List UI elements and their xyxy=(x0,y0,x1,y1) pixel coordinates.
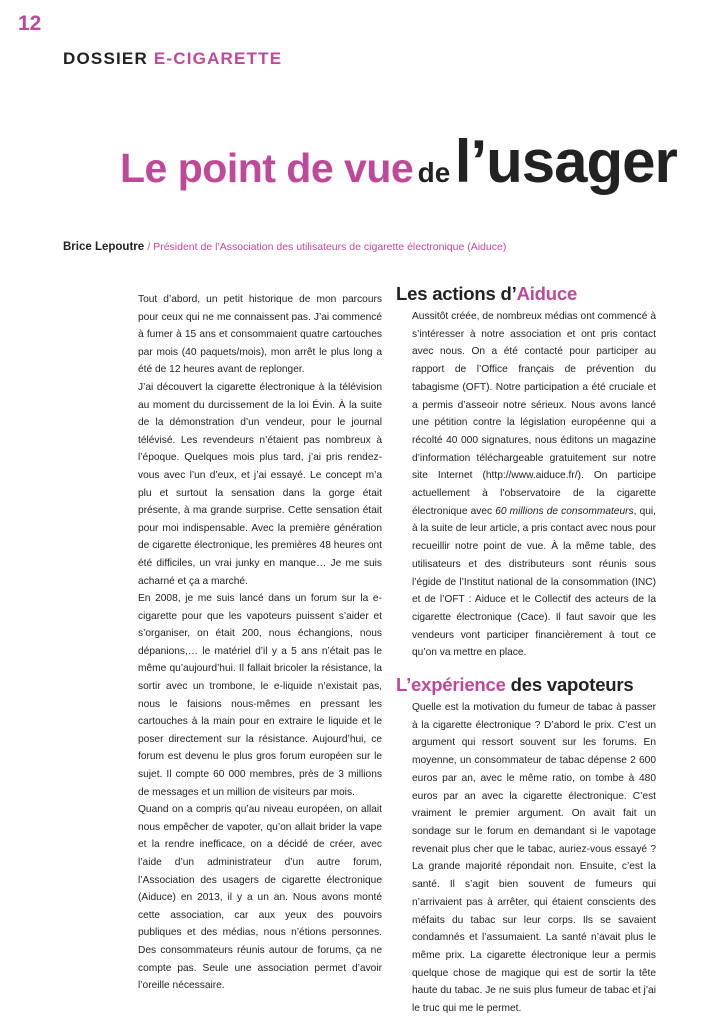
experience-body xyxy=(396,699,656,1018)
subheading-actions xyxy=(396,283,656,305)
section-prefix: DOSSIER xyxy=(63,49,148,68)
byline-author: Brice Lepoutre xyxy=(63,241,145,253)
left-paragraph: En 2008, je me suis lancé dans un forum sur la e-cigarette pour que les vapoteurs puissent s’aider et s’organiser, on était 200, nous échangions, nous dépanions,… le matériel d’il y a 5 ans n’était pas le même qu’aujourd’hui. Il fallait bricoler la résistance, la sortir avec un trombone, le e-liquide n’existait pas, nous le faisions nous-mêmes en pressant les cartouches à la main pour en extraire le liquide et le poser directement sur la résistance. Aujourd’hui, ce forum est devenu le plus gros forum européen sur le sujet. Il compte 60 000 membres, près de 3 millions de messages et un million de visiteurs par mois. xyxy=(138,593,382,798)
headline-part3: l’usager xyxy=(454,128,677,195)
actions-text-1: Aussitôt créée, de nombreux médias ont commencé à s’intéresser à notre association et ont pris contact avec nous. On a été contacté pour participer au rapport de l’Office français de prévention du tabagisme (OFT). Notre participation a été cruciale et a permis d’asseoir notre sérieux. Nous avons lancé une pétition contre la législation européenne qui a récolté 40 000 signatures, nous éditons un magazine d’information téléchargeable gratuitement sur notre site Internet (http://www.aiduce.fr/). On participe actuellement à l’observatoire de la cigarette électronique avec xyxy=(412,311,656,517)
actions-text-2: , qui, à la suite de leur article, a pris contact avec nous pour recueillir notre point de vue. À la même table, des utilisateurs et des distributeurs sont réunis sous l’égide de l’Institut national de la consommation (INC) et de l’OFT : Aiduce et le Collectif des acteurs de la cigarette électronique (Cace). Il faut savoir que les vendeurs vont participer financièrement à tout ce qu’on va mettre en place. xyxy=(412,505,656,659)
left-paragraph: Quand on a compris qu’au niveau européen, on allait nous empêcher de vapoter, qu’on allait brider la vape et la rendre inefficace, on a décidé de créer, avec l’aide d’un administrateur d’un autre forum, l’Association des usagers de cigarette électronique (Aiduce) en 2013, il y a un an. Nous avons monté cette association, car aux yeux des pouvoirs publiques et des médias, nous n’étions personnes. Des consommateurs réunis autour de forums, ça ne compte pas. Seule une association permet d’avoir l’oreille nécessaire. xyxy=(138,804,382,992)
subheading-experience-accent: L’expérience xyxy=(396,674,506,696)
headline-part1: Le point de vue xyxy=(120,145,414,191)
left-column xyxy=(138,291,382,995)
subheading-actions-plain: Les actions d’ xyxy=(396,283,517,304)
left-paragraph: Tout d’abord, un petit historique de mon parcours pour ceux qui ne me connaissent pas. J’ai commencé à fumer à 15 ans et consommaient quatre cartouches par mois (40 paquets/mois), mon arrêt le plus long a été de 12 heures avant de replonger. xyxy=(138,294,382,376)
section-label xyxy=(63,49,282,69)
experience-paragraph: Quelle est la motivation du fumeur de tabac à passer à la cigarette électronique ? D’abord le prix. C’est un argument qui ressort souvent sur les forums. En moyenne, un consommateur de tabac dépense 2 600 euros par an, avec le même ratio, on tombe à 480 euros par an avec la cigarette électronique. C’est vraiment le premier argument. On avait fait un sondage sur le forum en demandant si le vapotage revenait plus cher que le tabac, auriez-vous essayé ? La grande majorité répondait non. Ensuite, c’est la santé. Il s’agit bien souvent de fumeurs qui n’arrivaient pas à arrêter, qui étaient conscients des méfaits du tabac sur leur corps. Ils se savaient condamnés et l’assumaient. La santé n’avait plus le même prix. La cigarette électronique leur a permis quelque chose de magique qui est de sortir la tête haute du tabac. Je ne suis plus fumeur de tabac et j’ai le truc qui me le permet. xyxy=(412,702,656,1015)
actions-body xyxy=(396,308,656,662)
actions-emphasis: 60 millions de consommateurs xyxy=(495,505,634,517)
headline-part2: de xyxy=(417,157,451,188)
section-topic: E-CIGARETTE xyxy=(153,49,283,68)
page-number: 12 xyxy=(18,12,42,35)
subheading-experience-plain: des vapoteurs xyxy=(505,674,634,696)
actions-paragraph xyxy=(412,308,656,662)
right-column xyxy=(396,283,656,1018)
subheading-actions-accent: Aiduce xyxy=(516,283,578,304)
headline xyxy=(120,128,677,195)
byline xyxy=(63,241,506,253)
left-paragraph: J’ai découvert la cigarette électronique à la télévision au moment du durcissement de la loi Évin. À la suite de la démonstration d’un vendeur, pour le journal télévisé. Les revendeurs n’étaient pas nombreux à l’époque. Quelques mois plus tard, j’ai pris rendez-vous avec l’un d’eux, et j’ai essayé. Le concept m’a plu et surtout la sensation dans la gorge était présente, à ma grande surprise. Cette sensation était pour moi indispensable. Avec la première génération de cigarette électronique, les premières 48 heures ont été difficiles, un vrai junky en manque… Je me suis acharné et ça a marché. xyxy=(138,381,382,587)
byline-role: / Président de l’Association des utilisateurs de cigarette électronique (Aiduce) xyxy=(147,241,507,253)
subheading-experience xyxy=(396,674,656,696)
